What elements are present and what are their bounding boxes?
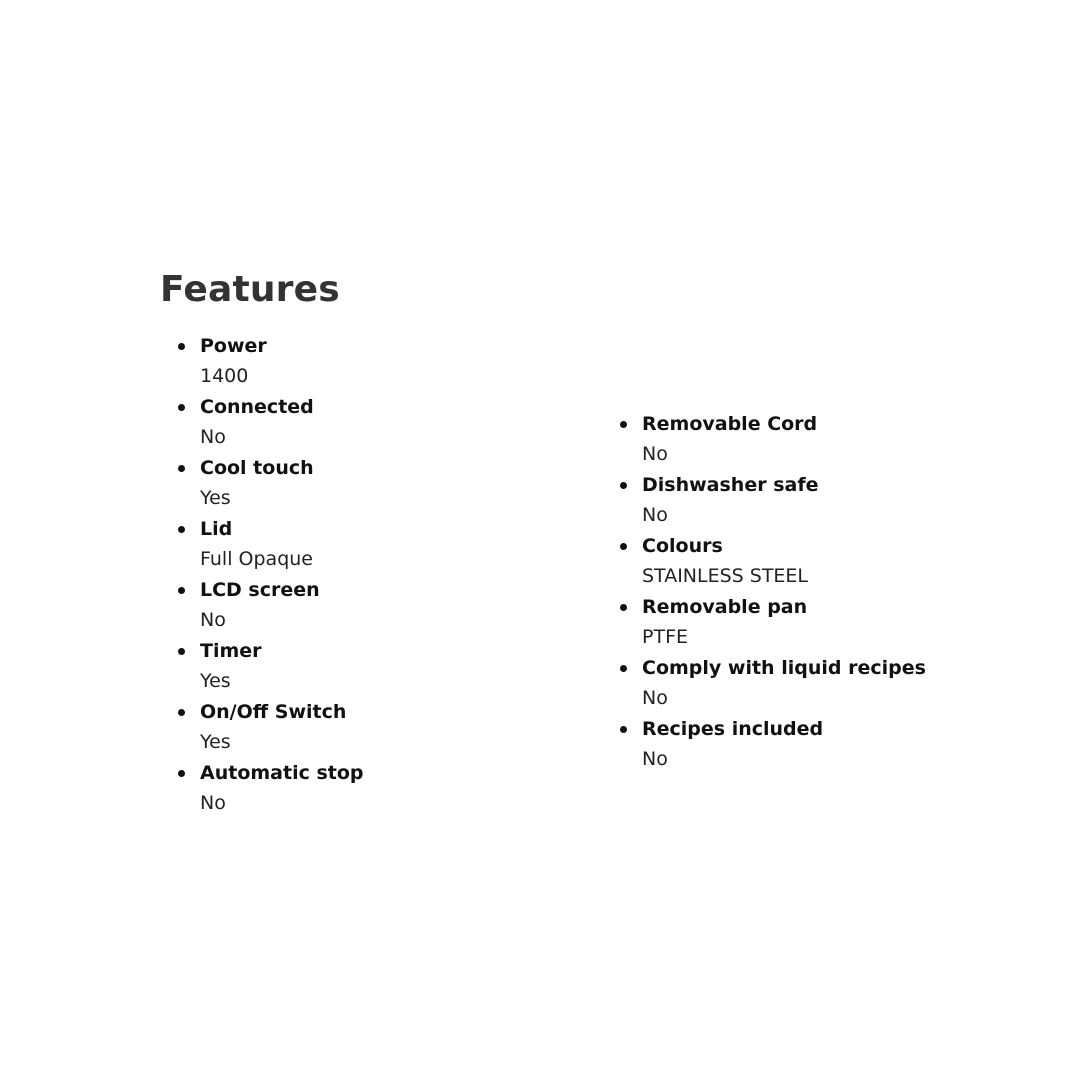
- feature-item-removable-cord: [642, 411, 926, 472]
- feature-value: STAINLESS STEEL: [642, 565, 809, 587]
- bullet-icon: [620, 726, 627, 733]
- feature-label: Timer: [200, 640, 262, 662]
- feature-label: Lid: [200, 518, 233, 540]
- feature-value: No: [200, 609, 226, 631]
- bullet-icon: [178, 465, 185, 472]
- feature-item-dishwasher-safe: [642, 472, 926, 533]
- bullet-icon: [178, 526, 185, 533]
- feature-item-connected: [200, 394, 364, 455]
- feature-item-colours: [642, 533, 926, 594]
- feature-label: Automatic stop: [200, 762, 364, 784]
- feature-value: No: [642, 748, 668, 770]
- bullet-icon: [178, 770, 185, 777]
- feature-item-power: [200, 333, 364, 394]
- feature-label: Removable Cord: [642, 413, 818, 435]
- bullet-icon: [178, 709, 185, 716]
- feature-value: PTFE: [642, 626, 688, 648]
- feature-value: Yes: [200, 731, 231, 753]
- feature-label: Cool touch: [200, 457, 314, 479]
- feature-label: Comply with liquid recipes: [642, 657, 926, 679]
- feature-item-lcd-screen: [200, 577, 364, 638]
- feature-item-recipes-included: [642, 716, 926, 777]
- feature-item-automatic-stop: [200, 760, 364, 821]
- bullet-icon: [178, 343, 185, 350]
- features-list-left: [200, 333, 364, 821]
- bullet-icon: [620, 482, 627, 489]
- bullet-icon: [178, 648, 185, 655]
- features-list-right: [642, 411, 926, 777]
- feature-value: No: [200, 426, 226, 448]
- bullet-icon: [620, 421, 627, 428]
- bullet-icon: [620, 604, 627, 611]
- features-title: Features: [160, 269, 340, 310]
- feature-value: No: [642, 687, 668, 709]
- feature-label: Removable pan: [642, 596, 808, 618]
- feature-item-timer: [200, 638, 364, 699]
- bullet-icon: [620, 543, 627, 550]
- feature-label: Dishwasher safe: [642, 474, 819, 496]
- feature-value: No: [642, 443, 668, 465]
- feature-label: Power: [200, 335, 267, 357]
- bullet-icon: [178, 404, 185, 411]
- feature-item-removable-pan: [642, 594, 926, 655]
- feature-item-cool-touch: [200, 455, 364, 516]
- feature-value: Yes: [200, 670, 231, 692]
- feature-item-lid: [200, 516, 364, 577]
- feature-label: Connected: [200, 396, 314, 418]
- feature-label: Recipes included: [642, 718, 824, 740]
- feature-label: On/Off Switch: [200, 701, 347, 723]
- feature-label: LCD screen: [200, 579, 320, 601]
- feature-value: No: [642, 504, 668, 526]
- feature-item-liquid-recipes: [642, 655, 926, 716]
- feature-value: 1400: [200, 365, 249, 387]
- bullet-icon: [620, 665, 627, 672]
- feature-value: No: [200, 792, 226, 814]
- feature-item-on-off-switch: [200, 699, 364, 760]
- feature-value: Full Opaque: [200, 548, 313, 570]
- feature-label: Colours: [642, 535, 723, 557]
- feature-value: Yes: [200, 487, 231, 509]
- bullet-icon: [178, 587, 185, 594]
